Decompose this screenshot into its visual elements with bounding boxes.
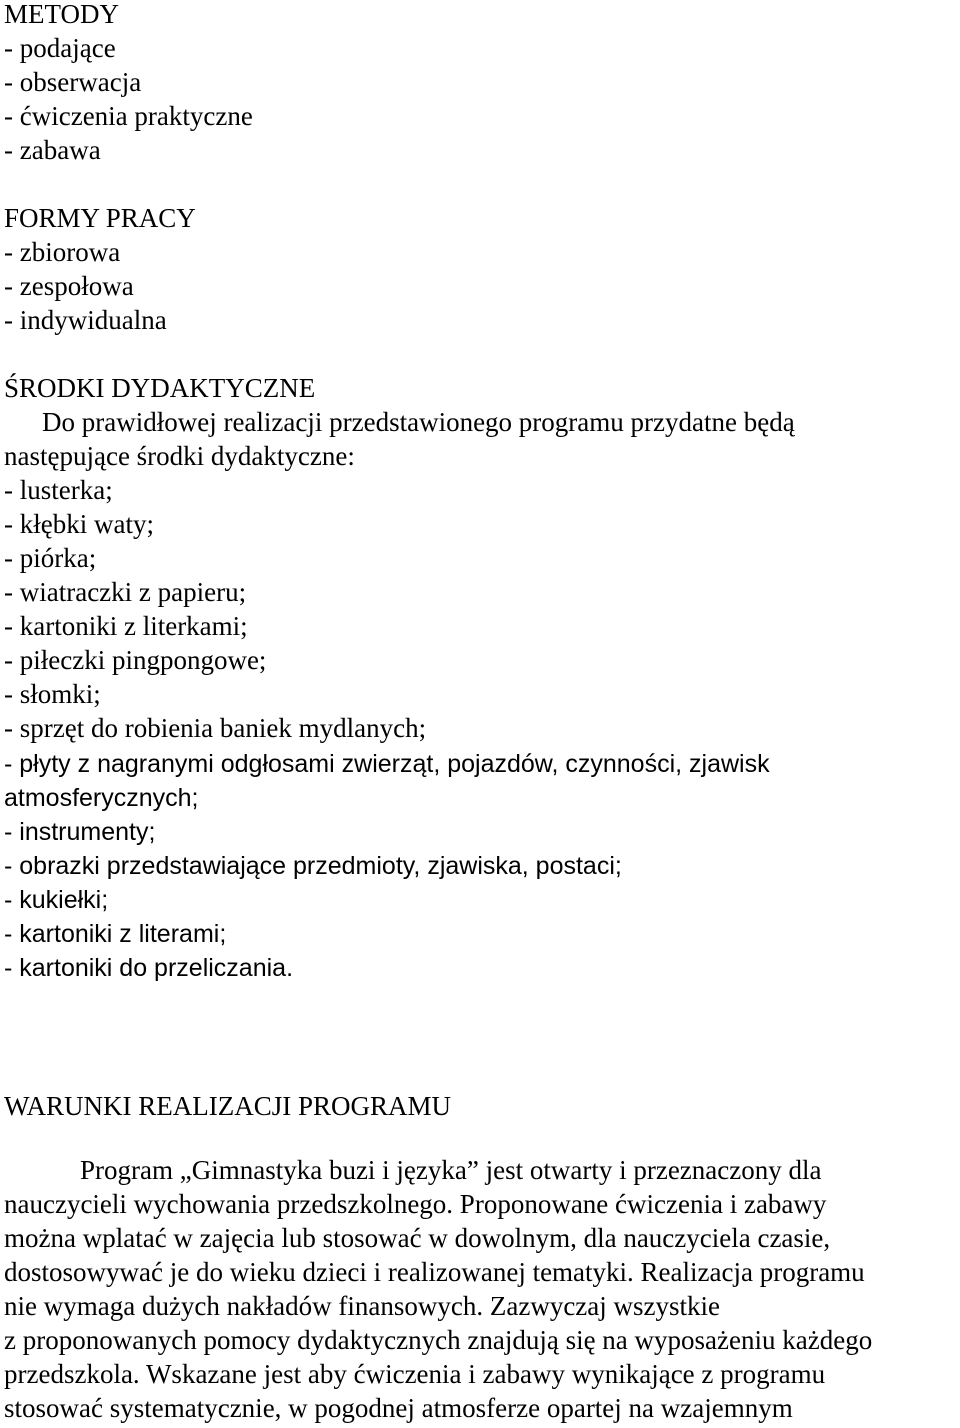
srodki-intro: Do prawidłowej realizacji przedstawionego programu przydatne będą (42, 407, 795, 437)
srodki-item: - kukiełki; (4, 886, 109, 914)
warunki-paragraph-line: nie wymaga dużych nakładów finansowych. Zazwyczaj wszystkie (4, 1291, 721, 1321)
metody-item: - obserwacja (4, 67, 142, 97)
warunki-paragraph-line: Program „Gimnastyka buzi i języka” jest otwarty i przeznaczony dla (80, 1155, 822, 1185)
srodki-item: - płyty z nagranymi odgłosami zwierząt, pojazdów, czynności, zjawisk (4, 750, 770, 778)
srodki-item: - sprzęt do robienia baniek mydlanych; (4, 713, 427, 743)
warunki-paragraph-line: nauczycieli wychowania przedszkolnego. Proponowane ćwiczenia i zabawy (4, 1189, 827, 1219)
srodki-item: - wiatraczki z papieru; (4, 577, 247, 607)
srodki-intro: następujące środki dydaktyczne: (4, 441, 355, 471)
warunki-heading: WARUNKI REALIZACJI PROGRAMU (4, 1091, 452, 1121)
formy-pracy-heading: FORMY PRACY (4, 203, 196, 233)
srodki-item: - instrumenty; (4, 818, 156, 846)
warunki-paragraph-line: dostosowywać je do wieku dzieci i realizowanej tematyki. Realizacja programu (4, 1257, 865, 1287)
warunki-paragraph-line: z proponowanych pomocy dydaktycznych znajdują się na wyposażeniu każdego (4, 1325, 873, 1355)
metody-item: - ćwiczenia praktyczne (4, 101, 253, 131)
formy-pracy-item: - zbiorowa (4, 237, 121, 267)
srodki-item: - kłębki waty; (4, 509, 154, 539)
metody-item: - zabawa (4, 135, 101, 165)
srodki-item: - kartoniki z literami; (4, 920, 227, 948)
formy-pracy-item: - zespołowa (4, 271, 134, 301)
metody-item: - podające (4, 33, 116, 63)
srodki-item: - piłeczki pingpongowe; (4, 645, 267, 675)
srodki-item: atmosferycznych; (4, 784, 199, 812)
srodki-heading: ŚRODKI DYDAKTYCZNE (4, 373, 316, 403)
srodki-item: - obrazki przedstawiające przedmioty, zjawiska, postaci; (4, 852, 622, 880)
warunki-paragraph-line: przedszkola. Wskazane jest aby ćwiczenia i zabawy wynikające z programu (4, 1359, 826, 1389)
srodki-item: - kartoniki do przeliczania. (4, 954, 294, 982)
metody-heading: METODY (4, 0, 120, 29)
srodki-item: - lusterka; (4, 475, 113, 505)
formy-pracy-item: - indywidualna (4, 305, 167, 335)
srodki-item: - słomki; (4, 679, 101, 709)
warunki-paragraph-line: stosować systematycznie, w pogodnej atmosferze opartej na wzajemnym (4, 1393, 793, 1423)
warunki-paragraph-line: można wplatać w zajęcia lub stosować w dowolnym, dla nauczyciela czasie, (4, 1223, 831, 1253)
srodki-item: - piórka; (4, 543, 97, 573)
srodki-item: - kartoniki z literkami; (4, 611, 248, 641)
